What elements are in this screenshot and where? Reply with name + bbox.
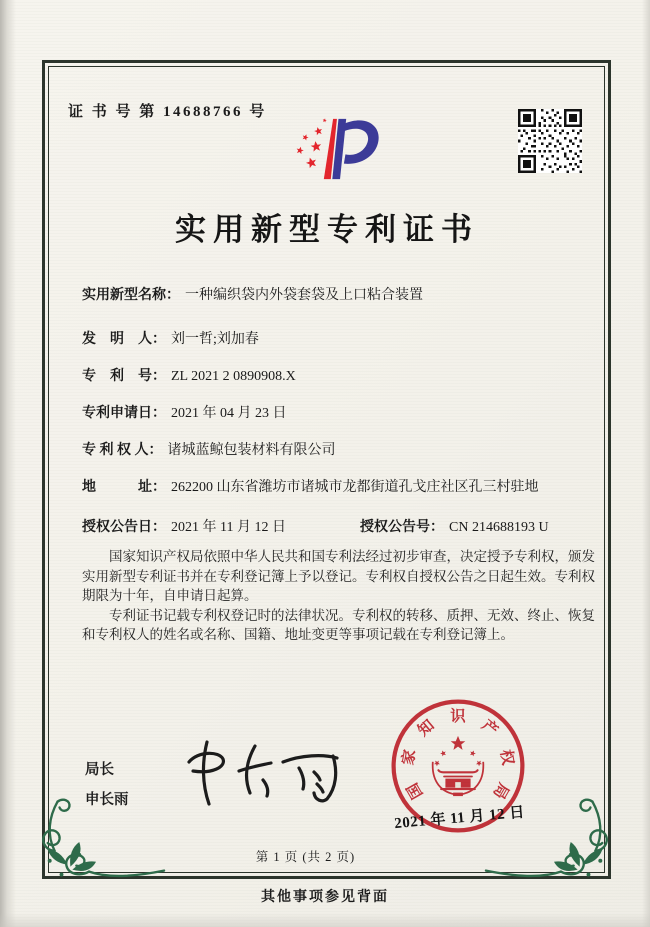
field-label: 授权公告日：: [82, 520, 166, 535]
field-grant-row: [82, 517, 549, 538]
national-emblem-icon: [433, 736, 484, 796]
seal-ring-char: 权: [496, 748, 517, 767]
seal-ring-char: 局: [489, 779, 512, 802]
field-value: 一种编织袋内外袋套袋及上口粘合装置: [185, 288, 423, 303]
field-inventor: [82, 329, 259, 350]
scan-edge-shadow-right: [642, 0, 650, 927]
field-value: 诸城蓝鲸包装材料有限公司: [167, 443, 336, 458]
seal-ring-char: 国: [404, 779, 427, 802]
legal-body-text: [82, 547, 602, 645]
seal-date: 2021 年 11 月 12 日: [393, 804, 526, 833]
seal-ring-char: 产: [478, 716, 502, 740]
certificate-title: 实用新型专利证书: [175, 212, 479, 247]
scan-edge-shadow-bottom: [0, 913, 650, 927]
field-value: 刘一哲;刘加春: [171, 332, 259, 347]
legal-paragraph: 专利证书记载专利权登记时的法律状况。专利权的转移、质押、无效、终止、恢复和专利权人的姓名或名称、国籍、地址变更等事项记载在专利登记簿上。: [82, 607, 595, 642]
field-filing-date: [82, 403, 287, 424]
field-value: 2021 年 11 月 12 日: [171, 520, 286, 535]
corner-flourish-icon: [484, 797, 622, 889]
seal-ring-char: 知: [414, 716, 438, 740]
director-signature-handwriting: [183, 738, 345, 810]
scan-edge-shadow-left: [0, 0, 16, 927]
seal-ring-char: 识: [450, 708, 466, 726]
qr-code: [518, 109, 582, 173]
field-patent-number: [82, 366, 296, 387]
field-label: 授权公告号：: [360, 520, 444, 535]
field-grant-date: [82, 517, 360, 538]
field-grant-number: [360, 517, 549, 538]
field-label: 专 利 号：: [82, 369, 166, 384]
director-name: 申长雨: [85, 792, 129, 808]
corner-flourish-icon: [28, 797, 166, 889]
field-label: 专 利 权 人：: [82, 443, 163, 458]
legal-paragraph: 国家知识产权局依照中华人民共和国专利法经过初步审查，决定授予专利权，颁发实用新型专利证书并在专利登记簿上予以登记。专利权自授权公告之日起生效。专利权期限为十年，自申请日起算。: [82, 549, 595, 603]
back-side-note: 其他事项参见背面: [261, 890, 389, 905]
cnipa-logo-icon: [276, 103, 384, 195]
certificate-number: 证 书 号 第 14688766 号: [68, 104, 267, 120]
field-value: CN 214688193 U: [449, 520, 549, 535]
field-label: 发 明 人：: [82, 332, 166, 347]
field-value: 2021 年 04 月 23 日: [171, 406, 287, 421]
field-label: 专利申请日：: [82, 406, 166, 421]
field-patentee: [82, 440, 336, 461]
field-label: 实用新型名称：: [82, 288, 180, 303]
field-utility-model-name: [82, 285, 423, 306]
director-title: 局长: [85, 762, 114, 778]
field-label: 地 址：: [82, 480, 166, 495]
page-number: 第 1 页 (共 2 页): [255, 850, 356, 864]
field-address: [82, 477, 589, 498]
seal-ring-char: 家: [399, 748, 420, 767]
field-value: ZL 2021 2 0890908.X: [171, 369, 296, 384]
field-value: 262200 山东省潍坊市诸城市龙都街道孔戈庄社区孔三村驻地: [171, 480, 539, 495]
